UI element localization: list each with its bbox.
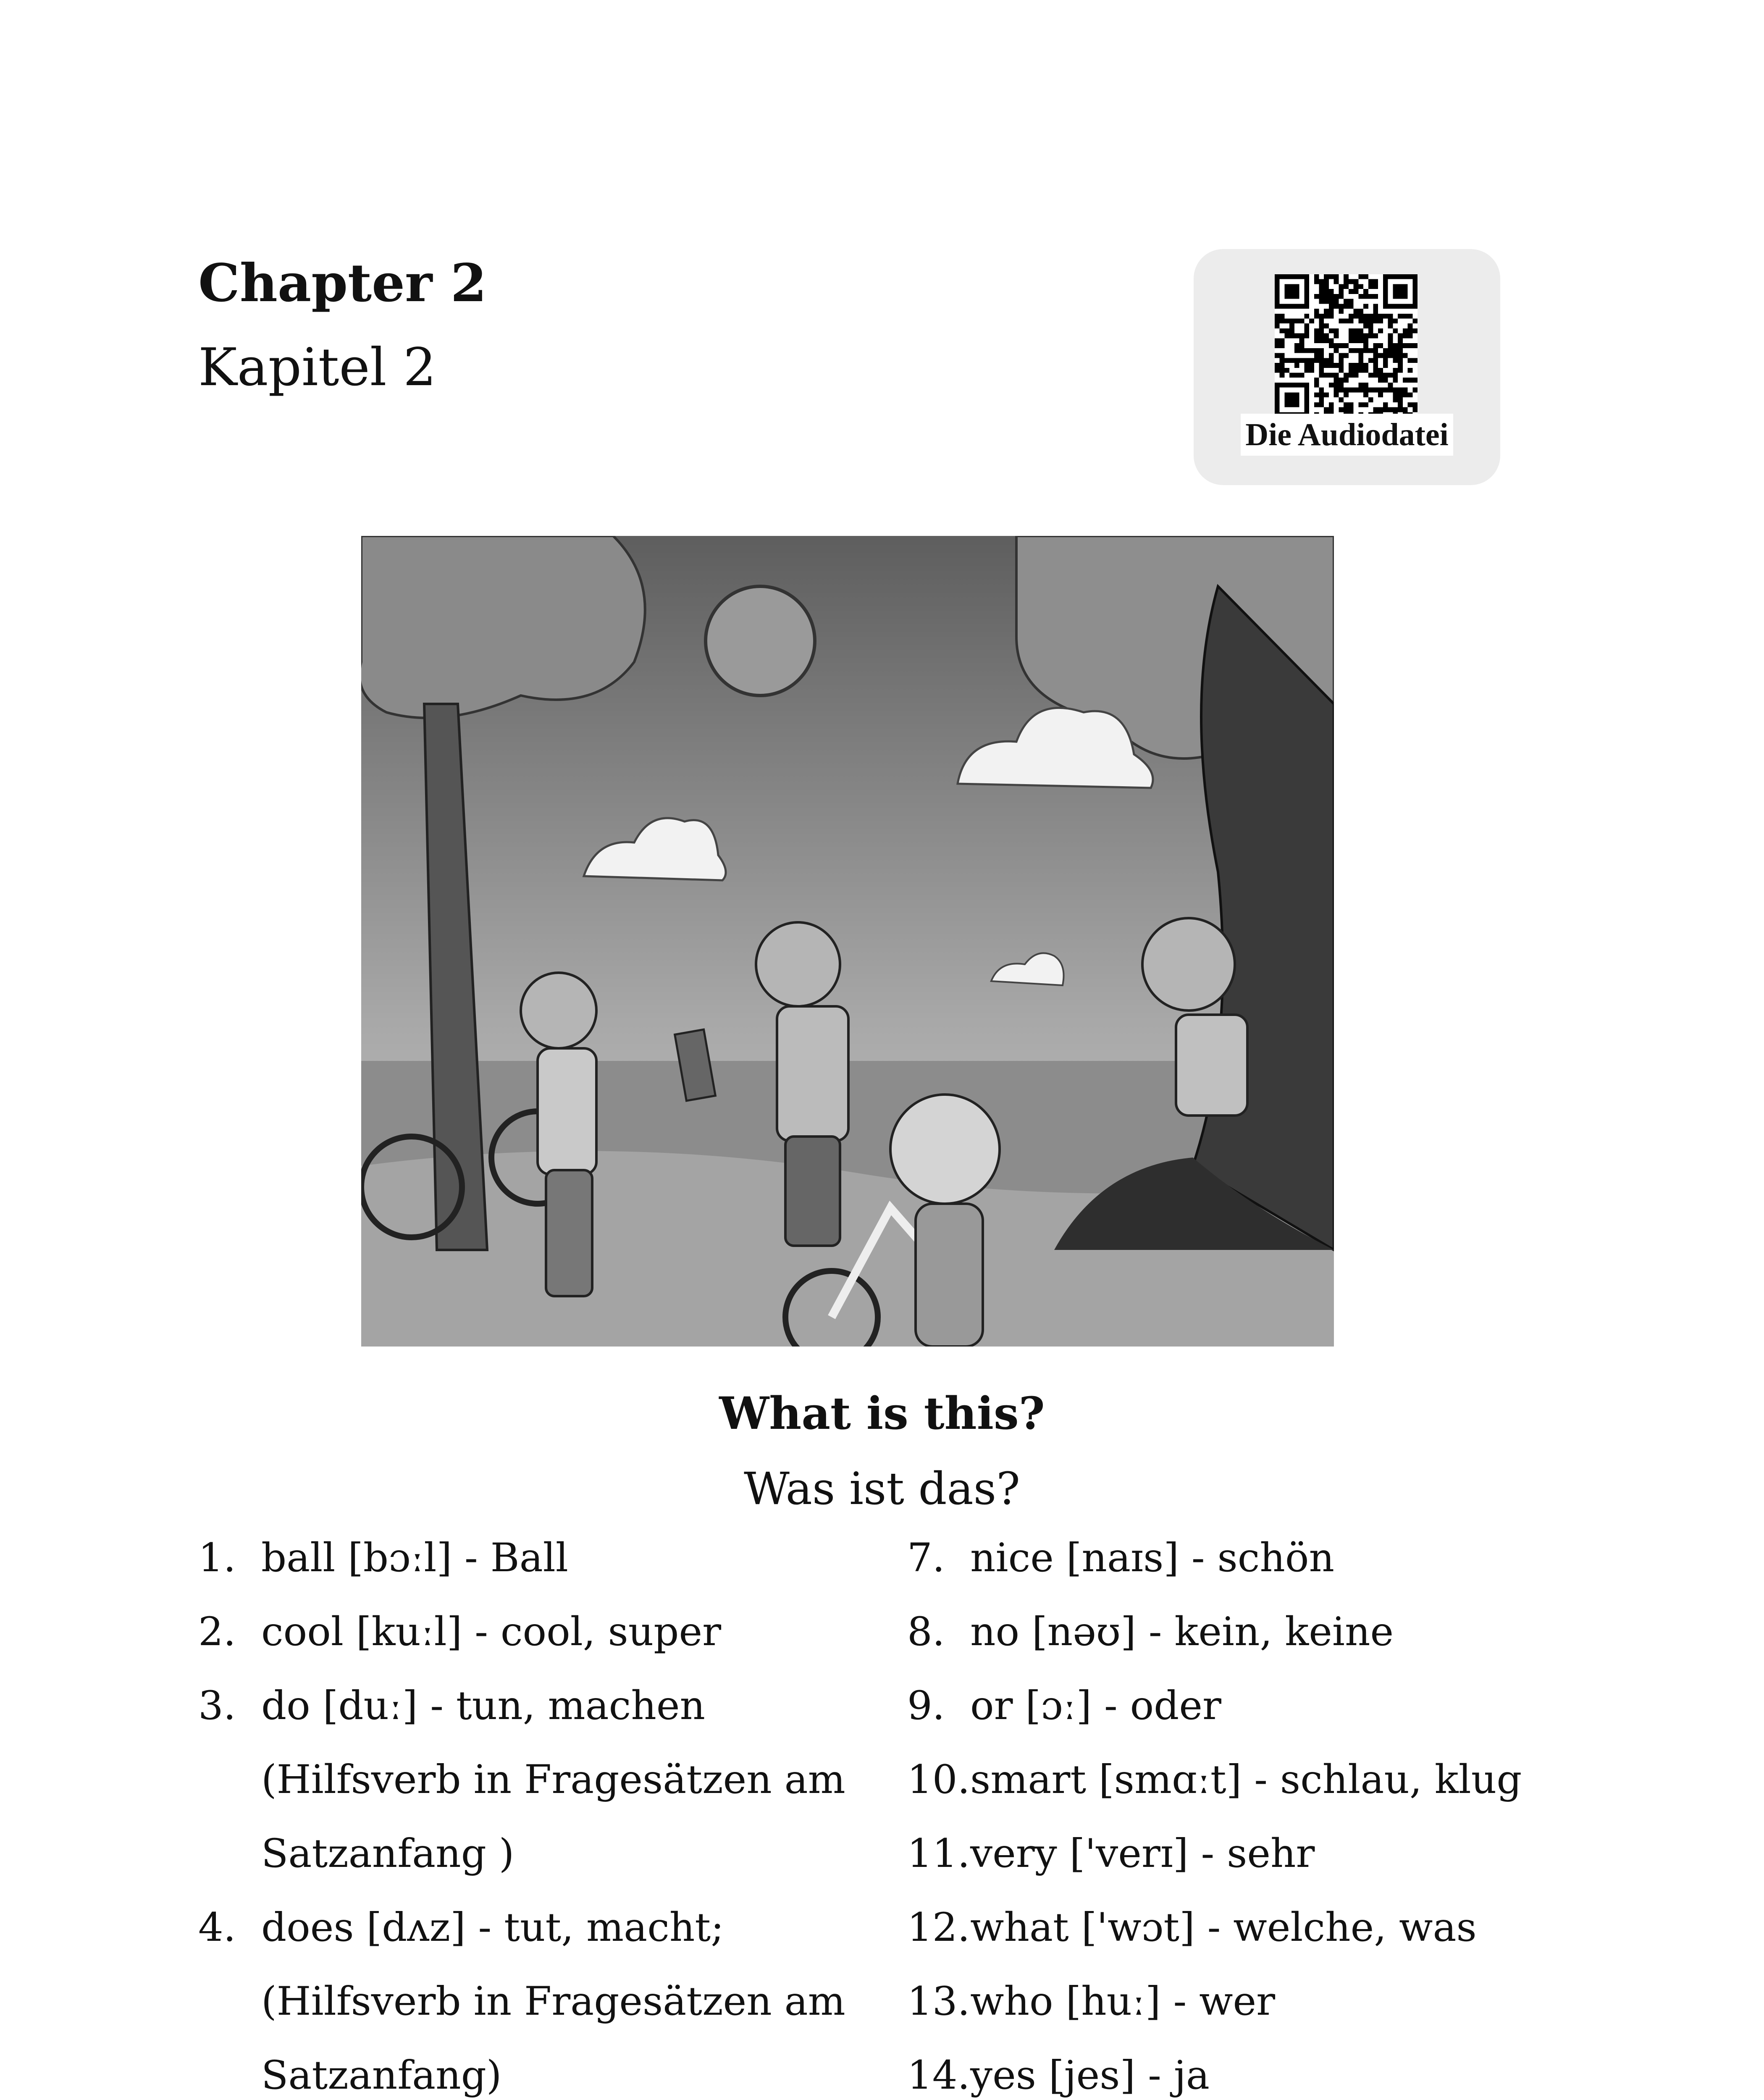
vocab-text: nice [naɪs] - schön (970, 1535, 1335, 1581)
vocab-text: very ['verɪ] - sehr (970, 1831, 1315, 1877)
question-english: What is this? (719, 1387, 1045, 1439)
vocab-number: 1. (198, 1535, 236, 1581)
vocab-number: 12. (907, 1905, 970, 1950)
kids-in-park-illustration (361, 536, 1334, 1347)
vocab-number: 14. (907, 2053, 970, 2098)
vocab-text: no [nəʊ] - kein, keine (970, 1609, 1394, 1655)
vocab-text: does [dʌz] - tut, macht; (261, 1905, 724, 1950)
chapter-title: Chapter 2 (198, 253, 487, 314)
vocab-text: (Hilfsverb in Fragesätzen am (261, 1979, 845, 2024)
vocab-number: 8. (907, 1609, 945, 1655)
question-german: Was ist das? (744, 1463, 1020, 1515)
vocab-text: do [duː] - tun, machen (261, 1683, 706, 1729)
vocab-text: what ['wɔt] - welche, was (970, 1905, 1477, 1950)
vocab-number: 7. (907, 1535, 945, 1581)
chapter-subtitle: Kapitel 2 (198, 337, 436, 398)
vocab-text: ball [bɔːl] - Ball (261, 1535, 568, 1581)
vocab-number: 9. (907, 1683, 945, 1729)
qr-caption: Die Audiodatei (1241, 414, 1453, 456)
vocab-text: or [ɔː] - oder (970, 1683, 1221, 1729)
vocab-text: cool [kuːl] - cool, super (261, 1609, 722, 1655)
vocab-text: (Hilfsverb in Fragesätzen am (261, 1757, 845, 1803)
vocab-number: 3. (198, 1683, 236, 1729)
qr-audio-card[interactable] (1194, 249, 1500, 485)
qr-code-icon[interactable] (1275, 274, 1418, 417)
vocab-text: Satzanfang ) (261, 1831, 514, 1877)
vocab-number: 11. (907, 1831, 970, 1877)
vocab-number: 13. (907, 1979, 970, 2024)
vocab-text: Satzanfang) (261, 2053, 502, 2098)
vocab-text: who [huː] - wer (970, 1979, 1276, 2024)
vocab-number: 4. (198, 1905, 236, 1950)
vocab-text: smart [smɑːt] - schlau, klug (970, 1757, 1522, 1803)
vocab-number: 10. (907, 1757, 970, 1803)
vocab-text: yes [jes] - ja (970, 2053, 1210, 2098)
vocab-number: 2. (198, 1609, 236, 1655)
